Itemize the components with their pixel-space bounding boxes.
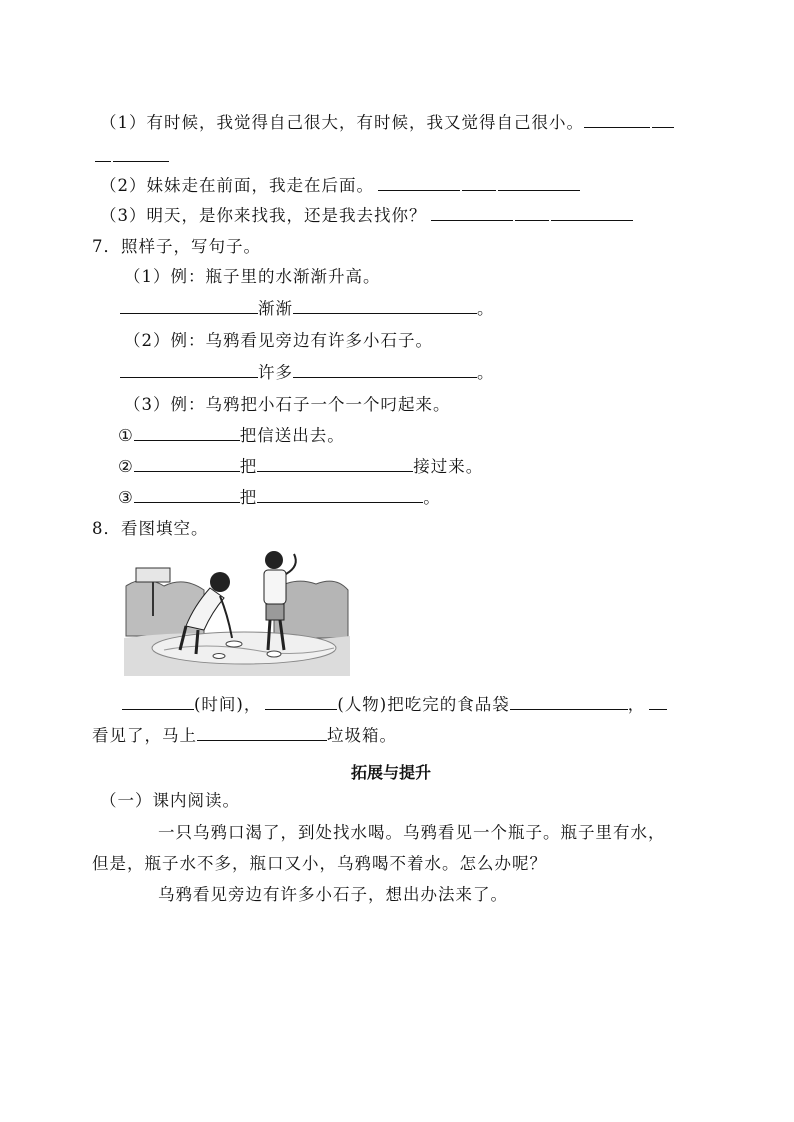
answer-blank[interactable] bbox=[551, 205, 633, 221]
answer-blank[interactable] bbox=[257, 456, 413, 472]
answer-blank[interactable] bbox=[293, 298, 477, 314]
circled-number: ③ bbox=[118, 488, 134, 507]
q6-item-3-text: 明天，是你来找我，还是我去找你？ bbox=[146, 206, 427, 225]
answer-blank[interactable] bbox=[498, 175, 580, 191]
answer-blank[interactable] bbox=[257, 487, 423, 503]
period: 。 bbox=[423, 488, 441, 507]
answer-blank[interactable] bbox=[134, 425, 240, 441]
q6-item-1-cont bbox=[93, 146, 169, 168]
q8-line-1 bbox=[122, 694, 667, 716]
answer-blank[interactable] bbox=[134, 456, 240, 472]
q6-item-1-label: （1） bbox=[100, 113, 147, 132]
dash bbox=[95, 151, 111, 162]
reading-paragraph-1a: 一只乌鸦口渴了，到处找水喝。乌鸦看见一个瓶子。瓶子里有水， bbox=[158, 823, 666, 842]
q8-title: 8．看图填空。 bbox=[92, 519, 209, 538]
dash bbox=[462, 180, 496, 191]
answer-blank[interactable] bbox=[431, 205, 513, 221]
q8-line-2 bbox=[92, 725, 397, 747]
q7-example-3: （3）例：乌鸦把小石子一个一个叼起来。 bbox=[124, 395, 451, 414]
circled-number: ① bbox=[118, 426, 134, 445]
answer-blank[interactable] bbox=[265, 694, 337, 710]
section-title: 拓展与提升 bbox=[351, 763, 432, 782]
q6-item-1 bbox=[100, 112, 676, 134]
children-picking-litter-illustration bbox=[124, 546, 350, 676]
circled-number: ② bbox=[118, 457, 134, 476]
comma: ， bbox=[627, 695, 646, 714]
answer-blank[interactable] bbox=[197, 725, 327, 741]
q7-sentence-2-tail: 接过来。 bbox=[413, 457, 484, 476]
reading-paragraph-2: 乌鸦看见旁边有许多小石子，想出办法来了。 bbox=[158, 885, 508, 904]
reading-label: （一）课内阅读。 bbox=[100, 791, 240, 810]
q6-item-3-label: （3） bbox=[100, 206, 147, 225]
q7-word-2: 许多 bbox=[258, 363, 293, 382]
q7-sentence-1-tail: 把信送出去。 bbox=[239, 426, 345, 445]
q7-title: 7．照样子，写句子。 bbox=[92, 237, 261, 256]
q6-item-2 bbox=[100, 175, 580, 197]
period: 。 bbox=[477, 299, 495, 318]
answer-blank[interactable] bbox=[113, 146, 169, 162]
answer-blank[interactable] bbox=[293, 362, 477, 378]
reading-paragraph-1b: 但是，瓶子水不多，瓶口又小，乌鸦喝不着水。怎么办呢？ bbox=[92, 854, 547, 873]
q6-item-1-text: 有时候，我觉得自己很大，有时候，我又觉得自己很小。 bbox=[146, 113, 584, 132]
answer-blank[interactable] bbox=[378, 175, 460, 191]
q7-example-2: （2）例：乌鸦看见旁边有许多小石子。 bbox=[124, 331, 433, 350]
answer-blank[interactable] bbox=[134, 487, 240, 503]
q8-time-hint: (时间)， bbox=[194, 695, 262, 714]
answer-blank[interactable] bbox=[120, 298, 258, 314]
q8-person-hint: (人物)把吃完的食品袋 bbox=[337, 695, 510, 714]
q8-line-2-text: 看见了，马上 bbox=[92, 726, 197, 745]
q7-word: 把 bbox=[239, 488, 258, 507]
q8-line-2-tail: 垃圾箱。 bbox=[327, 726, 397, 745]
answer-blank[interactable] bbox=[584, 112, 650, 128]
q7-word-1: 渐渐 bbox=[258, 299, 293, 318]
q7-word: 把 bbox=[239, 457, 258, 476]
dash bbox=[515, 210, 549, 221]
q6-item-2-label: （2） bbox=[100, 176, 147, 195]
answer-blank[interactable] bbox=[120, 362, 258, 378]
answer-blank[interactable] bbox=[510, 694, 628, 710]
answer-blank[interactable] bbox=[649, 694, 667, 710]
period: 。 bbox=[477, 363, 495, 382]
q7-answer-2 bbox=[120, 362, 495, 384]
q7-sentence-1 bbox=[118, 425, 345, 447]
q7-answer-1 bbox=[120, 298, 495, 320]
q7-sentence-2 bbox=[118, 456, 483, 478]
q7-sentence-3 bbox=[118, 487, 441, 509]
q7-example-1: （1）例：瓶子里的水渐渐升高。 bbox=[124, 267, 381, 286]
q6-item-3 bbox=[100, 205, 633, 227]
q6-item-2-text: 妹妹走在前面，我走在后面。 bbox=[146, 176, 374, 195]
dash bbox=[652, 117, 674, 128]
answer-blank[interactable] bbox=[122, 694, 194, 710]
